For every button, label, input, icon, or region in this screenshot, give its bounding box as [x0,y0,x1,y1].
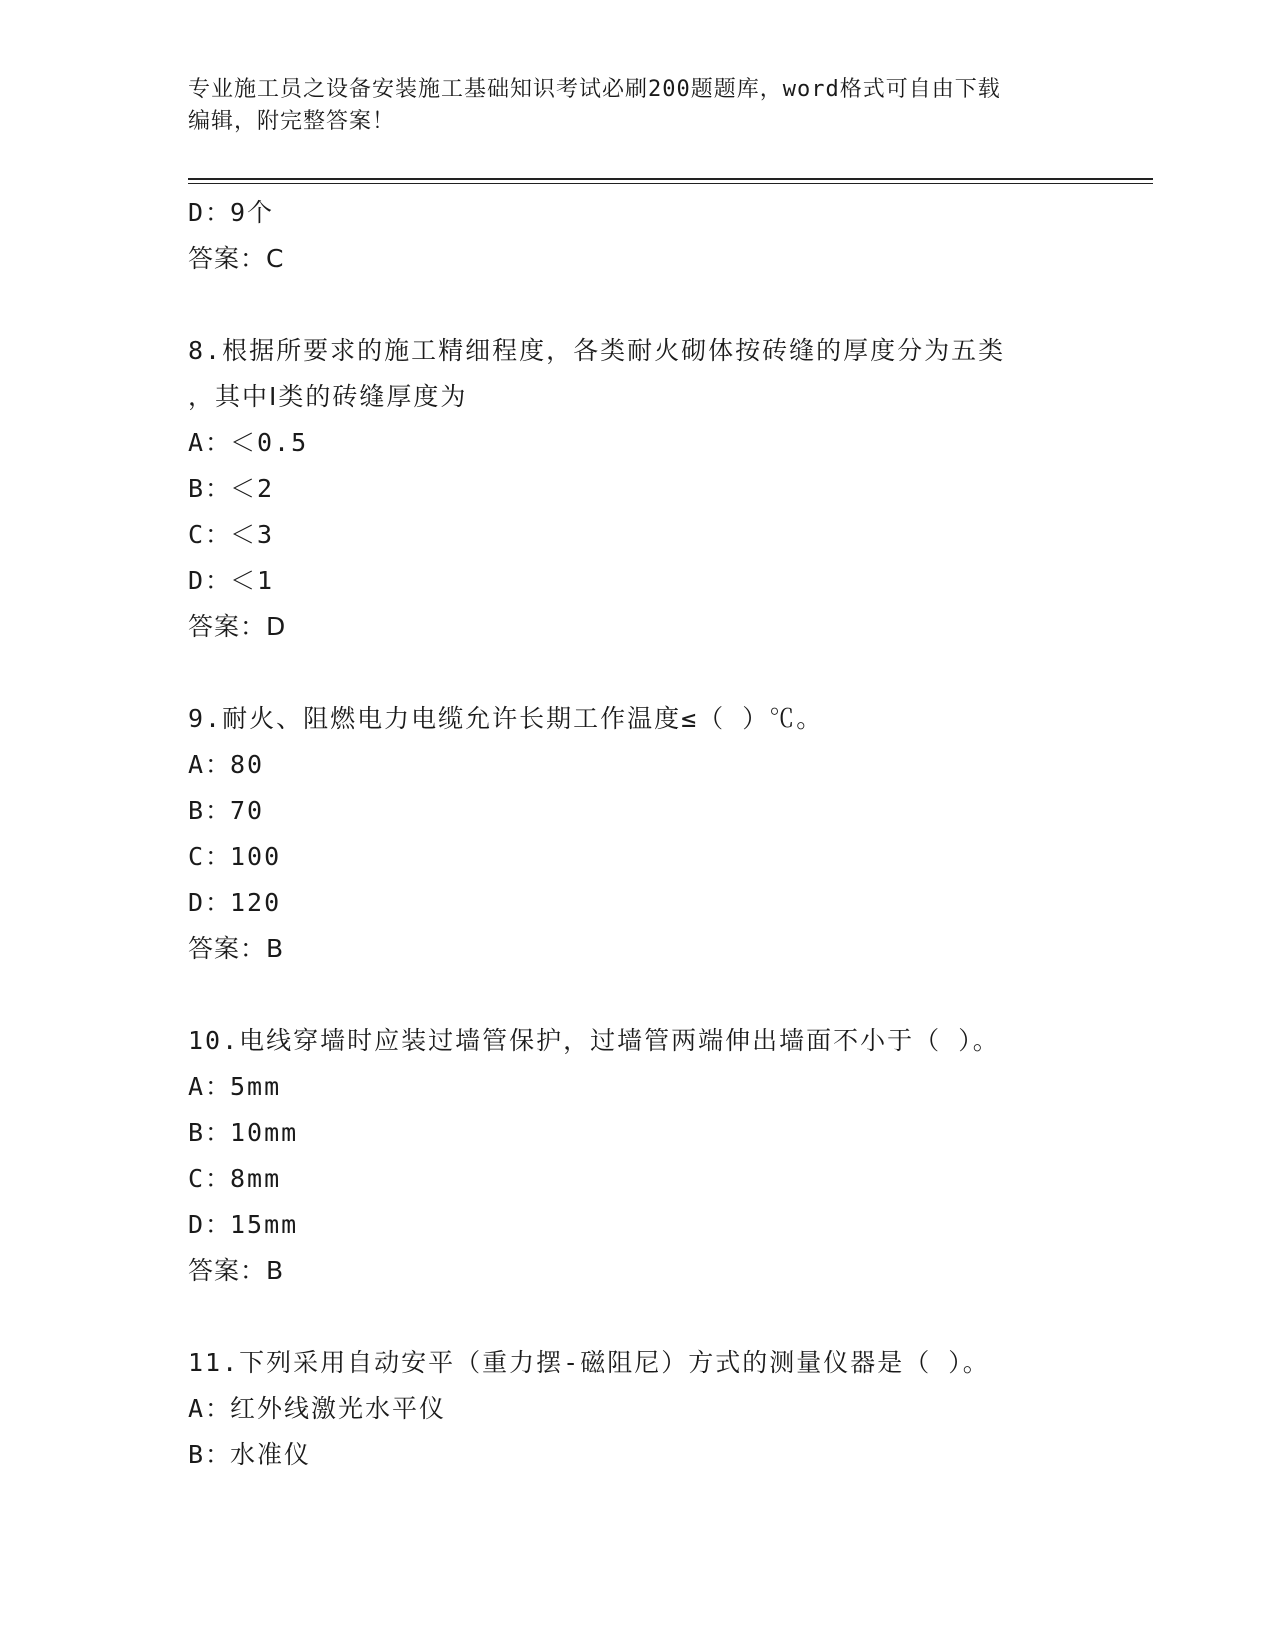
option-label: C： [188,842,233,871]
document-header [188,74,1088,138]
answer: 答案：C [188,244,285,273]
option-text: 8mm [230,1164,282,1193]
option-text: ＜1 [230,566,275,595]
option-b [188,466,1148,512]
option-label: B： [188,1440,233,1469]
option-label: B： [188,1118,233,1147]
option-a [188,1386,1148,1432]
option-label: D： [188,888,233,917]
option-label: A： [188,1072,233,1101]
option-text: ＜0.5 [230,428,309,457]
answer: 答案：D [188,612,287,641]
option-text: 80 [230,750,265,779]
option-text: 15mm [230,1210,299,1239]
option-text: 70 [230,796,265,825]
option-text: 水准仪 [230,1440,312,1469]
header-line-2: 编辑，附完整答案！ [188,109,396,134]
option-text: ＜3 [230,520,275,549]
header-divider-thick [188,178,1153,180]
option-label: A： [188,428,233,457]
option-text: 5mm [230,1072,282,1101]
option-text: 100 [230,842,282,871]
option-b [188,788,1148,834]
option-text: 9个 [230,198,275,227]
header-divider-thin [188,183,1153,184]
option-label: B： [188,796,233,825]
option-label: C： [188,1164,233,1193]
option-a [188,1064,1148,1110]
question-content [188,190,1148,1478]
option-label: D： [188,566,233,595]
option-a [188,742,1148,788]
option-d [188,190,1148,236]
option-label: B： [188,474,233,503]
option-d [188,558,1148,604]
option-label: D： [188,1210,233,1239]
option-b [188,1432,1148,1478]
question-text-continued: ，其中Ⅰ类的砖缝厚度为 [188,382,468,411]
question-text: 9.耐火、阻燃电力电缆允许长期工作温度≤（ ）℃。 [188,704,824,733]
option-b [188,1110,1148,1156]
question-text: 8.根据所要求的施工精细程度，各类耐火砌体按砖缝的厚度分为五类 [188,336,1006,365]
option-label: C： [188,520,233,549]
option-label: D： [188,198,233,227]
option-text: ＜2 [230,474,275,503]
option-d [188,1202,1148,1248]
option-text: 红外线激光水平仪 [230,1394,447,1423]
answer: 答案：B [188,1256,285,1285]
option-label: A： [188,750,233,779]
option-label: A： [188,1394,233,1423]
question-text: 10.电线穿墙时应装过墙管保护，过墙管两端伸出墙面不小于（ ）。 [188,1026,1000,1055]
option-c [188,834,1148,880]
option-d [188,880,1148,926]
option-c [188,512,1148,558]
header-line-1: 专业施工员之设备安装施工基础知识考试必刷200题题库，word格式可自由下载 [188,77,1001,102]
option-a [188,420,1148,466]
question-text: 11.下列采用自动安平（重力摆-磁阻尼）方式的测量仪器是（ ）。 [188,1348,990,1377]
answer: 答案：B [188,934,285,963]
option-text: 10mm [230,1118,299,1147]
option-text: 120 [230,888,282,917]
option-c [188,1156,1148,1202]
